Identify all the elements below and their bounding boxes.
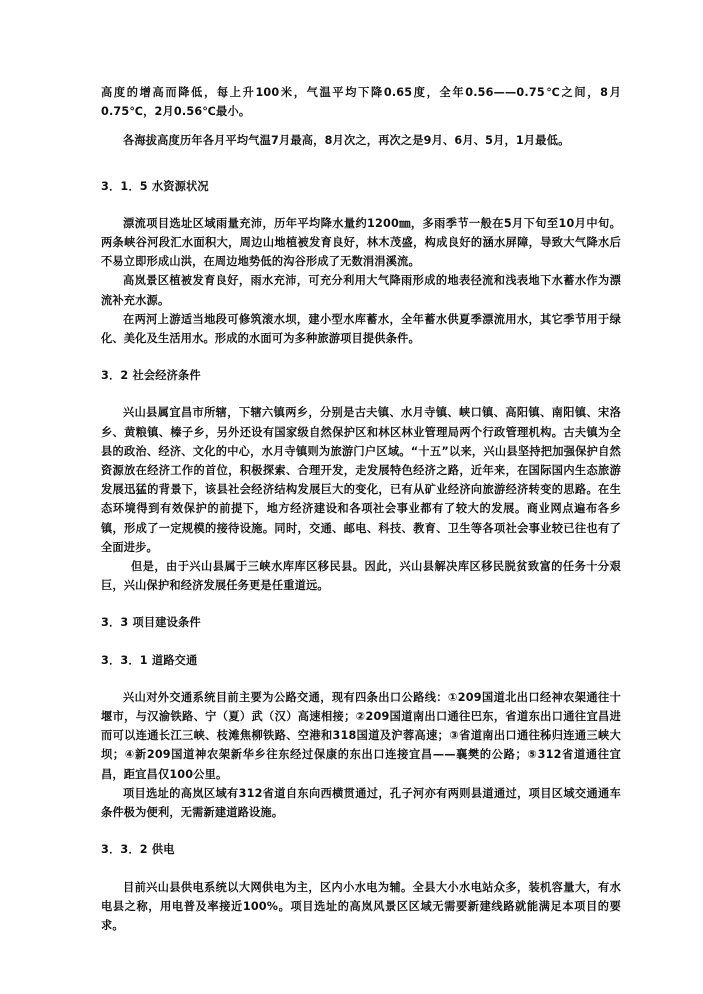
- paragraph-resettlement: 但是，由于兴山县属于三峡水库库区移民县。因此，兴山县解决库区移民脱贫致富的任务十分艰巨，兴山保护和经济发展任务更是任重道远。: [101, 560, 621, 593]
- heading-3-3-2-power-supply: 3．3．2 供电: [101, 843, 175, 857]
- paragraph-dam-reservoir: 在两河上游适当地段可修筑滚水坝，建小型水库蓄水，全年蓄水供夏季漂流用水，其它季节用于绿化、美化及生活用水。形成的水面可为多种旅游项目提供条件。: [101, 312, 621, 346]
- heading-3-3-1-road-traffic: 3．3．1 道路交通: [101, 653, 198, 667]
- document-body: [101, 83, 621, 935]
- paragraph-rainfall: 漂流项目选址区域雨量充沛，历年平均降水量约1200㎜，多雨季节一般在5月下旬至10月中旬。两条峡谷河段汇水面积大，周边山地植被发育良好，林木茂盛，构成良好的涵水屏障，导致大气降水后不易立即形成山洪，在周边地势低的沟谷形成了无数涓涓溪流。: [101, 216, 621, 269]
- heading-3-2-socioeconomic: 3．2 社会经济条件: [101, 369, 201, 383]
- paragraph-site-access: 项目选址的高岚区域有312省道自东向西横贯通过，孔子河亦有两则县道通过，项目区域交通通车条件极为便利，无需新建道路设施。: [101, 786, 621, 820]
- paragraph-water-source: 高岚景区植被发育良好，雨水充沛，可充分利用大气降雨形成的地表径流和浅表地下水蓄水作为漂流补充水源。: [101, 274, 621, 307]
- heading-3-1-5-water-resources: 3．1．5 水资源状况: [101, 179, 209, 193]
- paragraph-county-overview: 兴山县属宜昌市所辖，下辖六镇两乡，分别是古夫镇、水月寺镇、峡口镇、高阳镇、南阳镇、宋洛乡、黄粮镇、榛子乡，另外还设有国家级自然保护区和林区林业管理局两个行政管理机构。古夫镇为全县的政治、经济、文化的中心，水月寺镇则为旅游门户区域。“十五”以来，兴山县坚持把加强保护自然资源放在经济工作的首位，积极探索、合理开发，走发展特色经济之路，近年来，在国际国内生态旅游发展迅猛的背景下，该县社会经济结构发展巨大的变化，已有从矿业经济向旅游经济转变的思路。在生态环境得到有效保护的前提下，地方经济建设和各项社会事业都有了较大的发展。商业网点遍布各乡镇，形成了一定规模的接待设施。同时，交通、邮电、科技、教育、卫生等各项社会事业较已往也有了全面进步。: [101, 406, 621, 554]
- paragraph-highways: 兴山对外交通系统目前主要为公路交通，现有四条出口公路线：①209国道北出口经神农架通往十堰市，与汉渝铁路、宁（夏）武（汉）高速相接；②209国道南出口通往巴东，省道东出口通往宜昌进而可以连通长江三峡、枝滩焦柳铁路、空港和318国道及沪蓉高速；③省道南出口通往秭归连通三峡大坝；④新209国道神农架新华乡往东经过保康的东出口连接宜昌——襄樊的公路；⑤312省道通往宜昌，距宜昌仅100公里。: [101, 690, 621, 781]
- paragraph-temperature-altitude: 高度的增高而降低，每上升100米，气温平均下降0.65度，全年0.56——0.75℃之间，8月0.75℃，2月0.56℃最小。: [101, 86, 621, 119]
- paragraph-monthly-temperature: 各海拔高度历年各月平均气温7月最高，8月次之，再次之是9月、6月、5月，1月最低。: [123, 134, 570, 148]
- paragraph-power-system: 目前兴山县供电系统以大网供电为主，区内小水电为辅。全县大小水电站众多，装机容量大，有水电县之称，用电普及率接近100%。项目选址的高岚风景区区域无需要新建线路就能满足本项目的要求。: [101, 880, 621, 932]
- heading-3-3-construction-conditions: 3．3 项目建设条件: [101, 616, 201, 630]
